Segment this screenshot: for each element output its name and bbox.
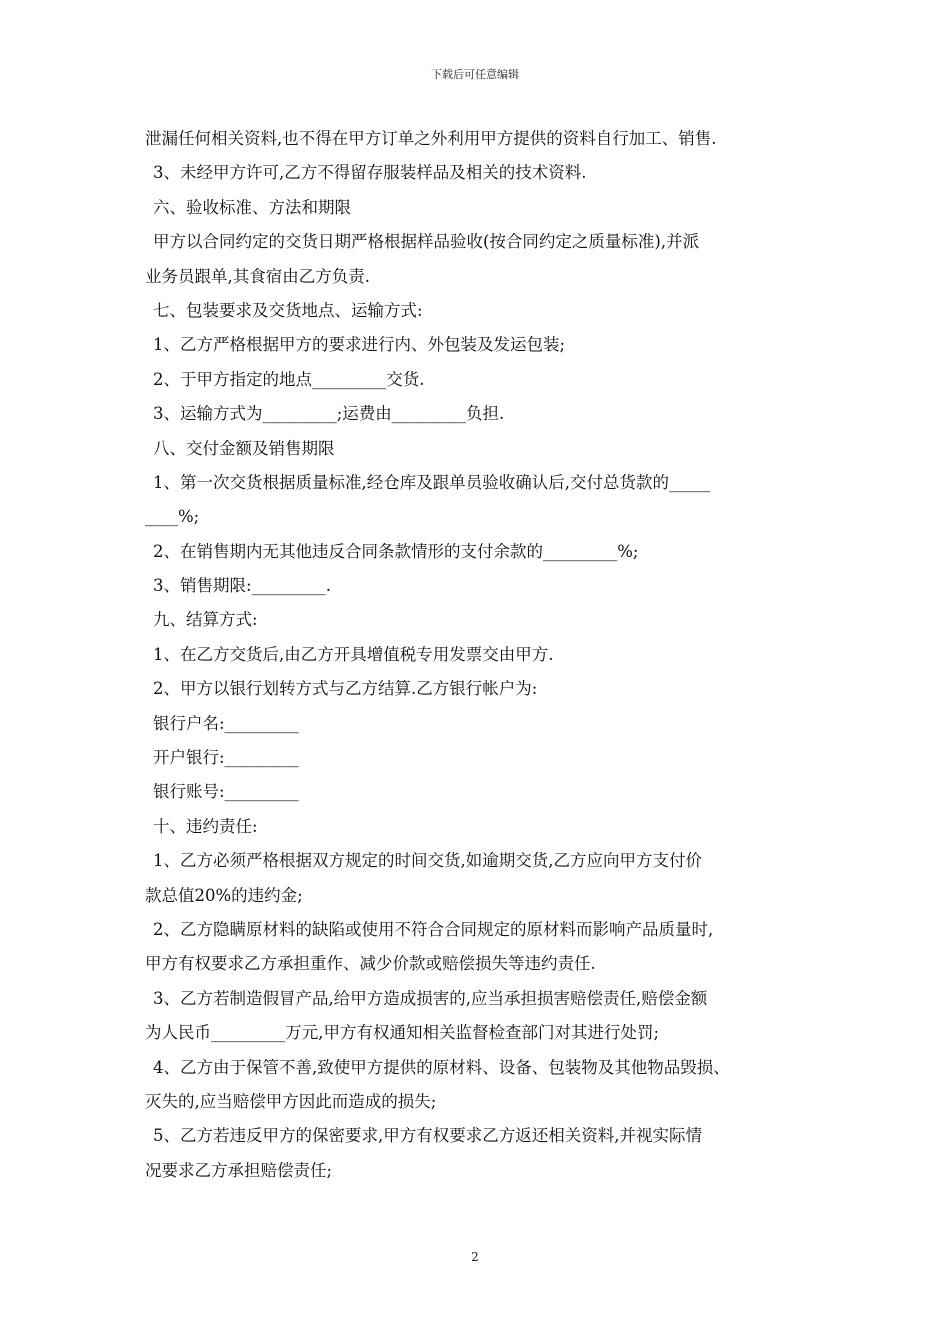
text-line: 2、在销售期内无其他违反合同条款情形的支付余款的_________%; <box>153 541 639 561</box>
text-line: 3、未经甲方许可,乙方不得留存服装样品及相关的技术资料. <box>153 163 587 183</box>
text-line: 况要求乙方承担赔偿责任; <box>145 1160 333 1180</box>
text-line: 3、运输方式为_________;运费由_________负担. <box>153 404 505 424</box>
text-line: 八、交付金额及销售期限 <box>153 438 335 458</box>
text-line: 1、乙方严格根据甲方的要求进行内、外包装及发运包装; <box>153 335 566 355</box>
text-line: 4、乙方由于保管不善,致使甲方提供的原材料、设备、包装物及其他物品毁损、 <box>153 1057 730 1077</box>
text-line: 2、于甲方指定的地点_________交货. <box>153 369 425 389</box>
text-line: 十、违约责任: <box>153 816 258 836</box>
text-line: 九、结算方式: <box>153 610 258 630</box>
text-line: 泄漏任何相关资料,也不得在甲方订单之外利用甲方提供的资料自行加工、销售. <box>145 129 717 148</box>
text-line: 为人民币_________万元,甲方有权通知相关监督检查部门对其进行处罚; <box>145 1023 660 1043</box>
text-line: 1、第一次交货根据质量标准,经仓库及跟单员验收确认后,交付总货款的_____ <box>153 472 711 492</box>
text-line: 银行账号:_________ <box>153 782 299 802</box>
text-line: 3、销售期限:_________. <box>153 576 332 596</box>
text-line: 5、乙方若违反甲方的保密要求,甲方有权要求乙方返还相关资料,并视实际情 <box>153 1126 702 1146</box>
text-line: 六、验收标准、方法和期限 <box>153 197 351 217</box>
text-line: 2、甲方以银行划转方式与乙方结算.乙方银行帐户为: <box>153 679 538 699</box>
page-number: 2 <box>471 1250 479 1264</box>
text-line: 甲方有权要求乙方承担重作、减少价款或赔偿损失等违约责任. <box>145 954 596 974</box>
text-line: 3、乙方若制造假冒产品,给甲方造成损害的,应当承担损害赔偿责任,赔偿金额 <box>153 988 708 1008</box>
page-header: 下载后可任意编辑 <box>431 68 519 81</box>
text-line: 业务员跟单,其食宿由乙方负责. <box>145 266 370 286</box>
text-line: 1、在乙方交货后,由乙方开具增值税专用发票交由甲方. <box>153 644 554 664</box>
text-line: 开户银行:_________ <box>153 748 299 768</box>
text-line: 银行户名:_________ <box>153 713 299 733</box>
text-line: 甲方以合同约定的交货日期严格根据样品验收(按合同约定之质量标准),并派 <box>153 232 700 252</box>
text-line: 1、乙方必须严格根据双方规定的时间交货,如逾期交货,乙方应向甲方支付价 <box>153 851 702 871</box>
text-line: 2、乙方隐瞒原材料的缺陷或使用不符合合同规定的原材料而影响产品质量时, <box>153 919 714 939</box>
text-line: 灭失的,应当赔偿甲方因此而造成的损失; <box>145 1091 437 1111</box>
text-line: 款总值20%的违约金; <box>145 885 303 905</box>
text-line: 七、包装要求及交货地点、运输方式: <box>153 300 423 320</box>
document-body <box>145 122 815 1188</box>
text-line: ____%; <box>145 507 200 527</box>
